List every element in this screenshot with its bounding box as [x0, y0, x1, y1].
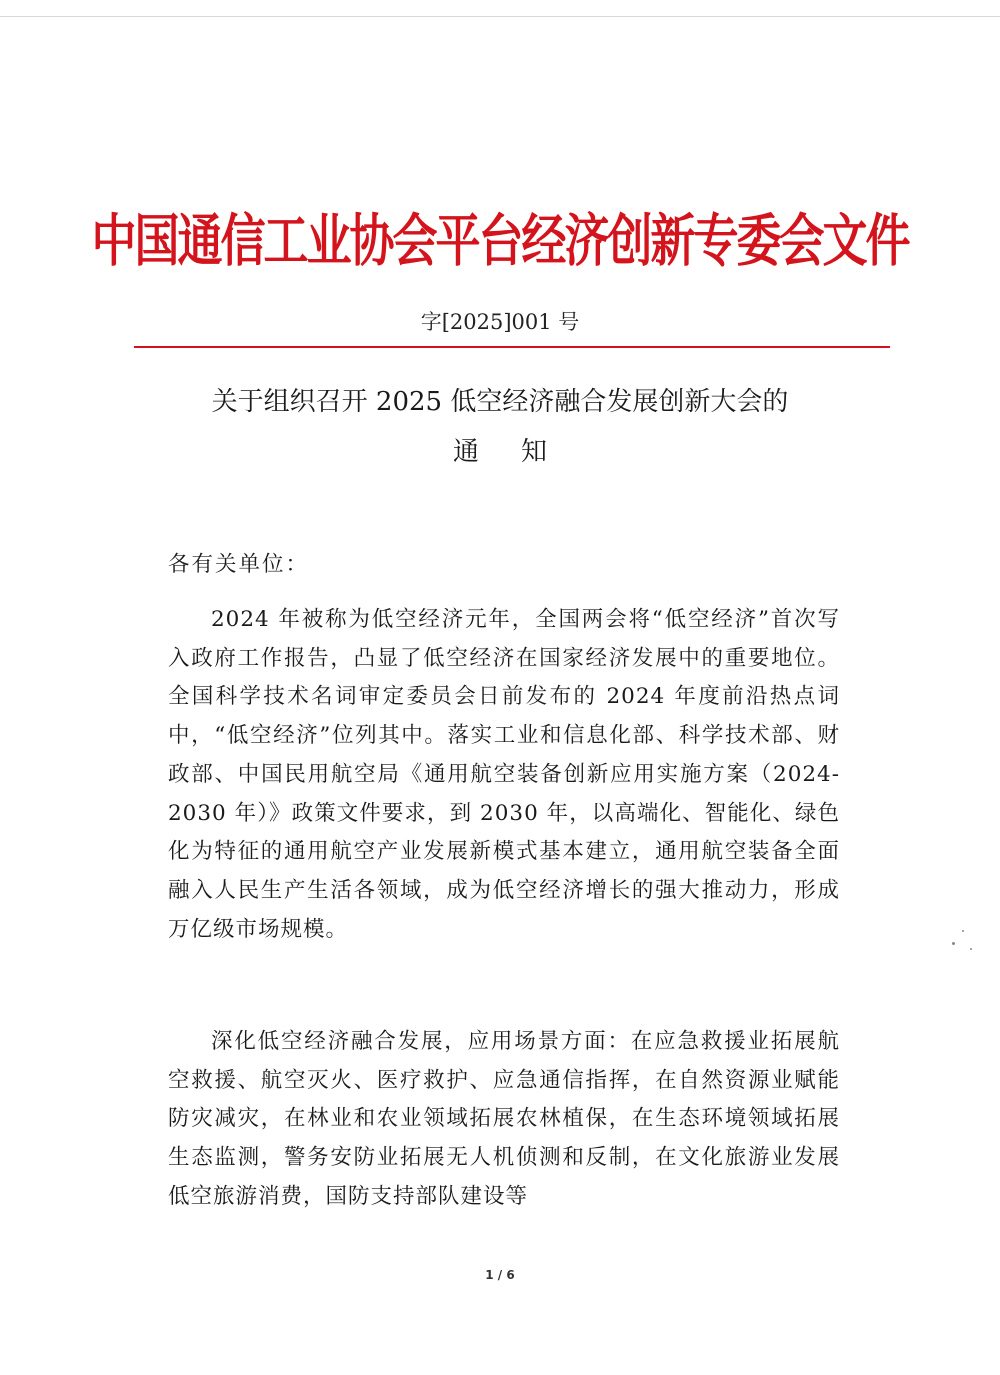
- body-paragraph-2: 深化低空经济融合发展，应用场景方面：在应急救援业拓展航空救援、航空灭火、医疗救护、应急通信指挥，在自然资源业赋能防灾减灾，在林业和农业领域拓展农林植保，在生态环境领域拓展生态监测，警务安防业拓展无人机侦测和反制，在文化旅游业发展低空旅游消费，国防支持部队建设等: [168, 1029, 840, 1209]
- scan-speck: [970, 948, 972, 950]
- document-number: 字[2025]001 号: [420, 310, 580, 334]
- header-red-rule: [134, 346, 890, 348]
- salutation: 各有关单位：: [168, 552, 310, 577]
- body-paragraph-1: 2024 年被称为低空经济元年，全国两会将“低空经济”首次写入政府工作报告，凸显了低空经济在国家经济发展中的重要地位。全国科学技术名词审定委员会日前发布的 2024 年度前沿热点词中，“低空经济”位列其中。落实工业和信息化部、科学技术部、财政部、中国民用航空局《通用航空装备创新应用实施方案（2024-2030 年）》政策文件要求，到 2030 年，以高端化、智能化、绿色化为特征的通用航空产业发展新模式基本建立，通用航空装备全面融入人民生产生活各领域，成为低空经济增长的强大推动力，形成万亿级市场规模。: [168, 607, 840, 942]
- scan-speck: [962, 930, 964, 932]
- page-top-edge: [0, 16, 1000, 17]
- document-header-title: 中国通信工业协会平台经济创新专委会文件: [91, 207, 909, 274]
- scan-speck: [952, 942, 955, 945]
- page-number: 1 / 6: [485, 1268, 515, 1282]
- notice-title-line-1: 关于组织召开 2025 低空经济融合发展创新大会的: [211, 387, 789, 417]
- notice-title-line-2: 通知: [452, 437, 589, 467]
